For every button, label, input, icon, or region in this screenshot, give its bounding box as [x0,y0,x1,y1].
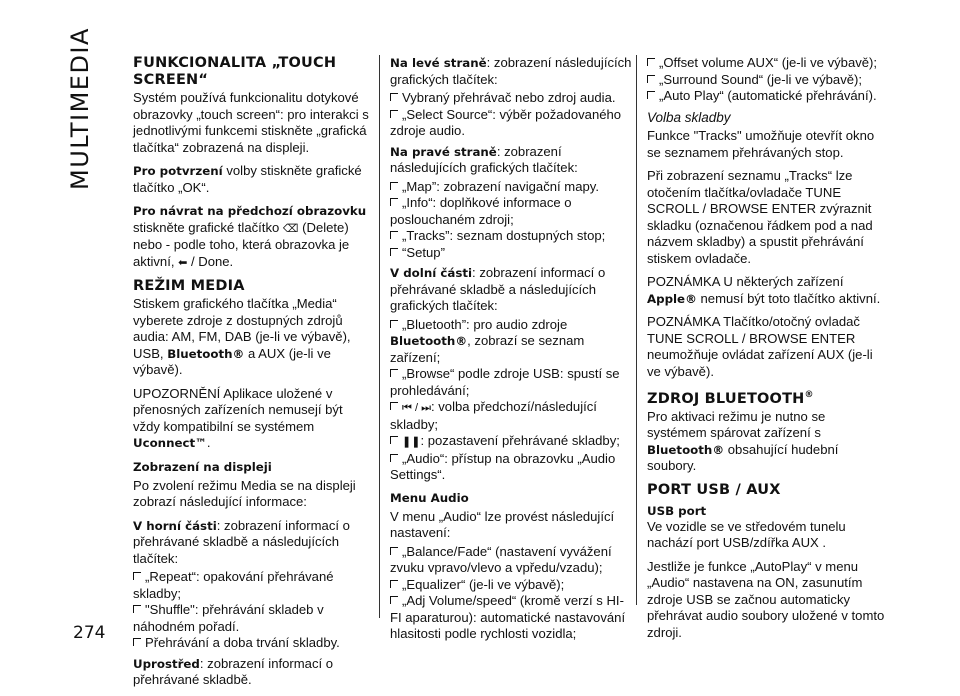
paragraph-media: Stiskem grafického tlačítka „Media“ vyberete zdroje z dostupných zdrojů audia: AM, FM, DAB (je-li ve výbavě), USB, Bluetooth® a AUX (je-li ve výbavě). [133,296,351,377]
list-item: „Repeat“: opakování přehrávané skladby; [133,569,334,601]
bullet-icon [390,248,398,256]
paragraph: Systém používá funkcionalitu dotykové obrazovky „touch screen“: pro interakci s jednotlivými funkcemi stiskněte „grafická tlačítka“ zobrazená na displeji. [133,90,369,155]
prev-next-icon: ⏮ / ⏭ [402,402,431,414]
bullet-icon [647,91,655,99]
paragraph-warning: UPOZORNĚNÍ Aplikace uložené v přenosných zařízeních nemusejí být vždy kompatibilní se systémem Uconnect™. [133,385,343,450]
bullet-icon [133,638,141,646]
bullet-icon [647,75,655,83]
list-item: „Auto Play“ (automatické přehrávání). [647,88,887,105]
paragraph-center: Uprostřed: zobrazení informací o přehrávané skladbě. [133,655,334,687]
paragraph-bluetooth: Pro aktivaci režimu je nutno se systémem spárovat zařízení s Bluetooth® obsahující hudební soubory. [647,408,839,474]
list-item: Přehrávání a doba trvání skladby. [133,635,371,652]
column-divider [636,55,637,605]
bullet-icon [390,402,398,410]
paragraph-note-1: POZNÁMKA U některých zařízení Apple® nemusí být toto tlačítko aktivní. [647,274,881,306]
back-arrow-icon: ⬅ [178,256,188,269]
bullet-icon [390,110,398,118]
paragraph-menu-audio: V menu „Audio“ lze provést následující nastavení: [390,508,615,540]
paragraph-right: Na pravé straně: zobrazení následujících grafických tlačítek: [390,143,578,175]
bullet-icon [390,93,398,101]
list-item: „Tracks”: seznam dostupných stop; [390,228,632,245]
list-item: „Balance/Fade“ (nastavení vyvážení zvuku vpravo/vlevo a vpředu/vzadu); [390,543,612,575]
bullet-icon [390,182,398,190]
column-3 [647,55,887,648]
heading-usb-port: USB port [647,503,707,518]
bullet-icon [390,596,398,604]
paragraph-bottom: V dolní části: zobrazení informací o přehrávané skladbě a následujících grafických tlačítek: [390,265,606,313]
bullet-icon [390,580,398,588]
list-item: "Shuffle": přehrávání skladeb v náhodném pořadí. [133,602,324,634]
list-item: ❚❚: pozastavení přehrávané skladby; [390,433,632,451]
list-item: „Browse“ podle zdroje USB: spustí se prohledávání; [390,366,620,398]
bullet-icon [390,369,398,377]
list-item: Vybraný přehrávač nebo zdroj audia. [390,90,632,107]
paragraph-left: Na levé straně: zobrazení následujících grafických tlačítek: [390,55,632,87]
list-item: „Map”: zobrazení navigační mapy. [390,179,632,196]
paragraph-track-1: Funkce "Tracks" umožňuje otevřít okno se seznamem přehrávaných stop. [647,128,875,160]
list-item: „Adj Volume/speed“ (kromě verzí s HI-FI aparaturou): automatické nastavování hlasitosti podle rychlosti vozidla; [390,593,626,641]
list-item: ⏮ / ⏭: volba předchozí/následující skladby; [390,399,597,432]
list-item: „Surround Sound“ (je-li ve výbavě); [647,72,887,89]
bullet-icon [390,320,398,328]
list-item: „Bluetooth”: pro audio zdroje Bluetooth®, zobrazí se seznam zařízení; [390,316,585,365]
heading-menu-audio: Menu Audio [390,490,469,505]
page-number: 274 [73,623,106,643]
bullet-icon [390,231,398,239]
heading-touch-screen: FUNKCIONALITA „TOUCH SCREEN“ [133,55,337,88]
column-2 [390,55,632,643]
bullet-icon [647,58,655,66]
heading-track-selection: Volba skladby [647,109,731,125]
bullet-icon [390,454,398,462]
bullet-icon [390,198,398,206]
list-item: „Offset volume AUX“ (je-li ve výbavě); [647,55,887,72]
paragraph-note-2: POZNÁMKA Tlačítko/otočný ovladač TUNE SCROLL / BROWSE ENTER neumožňuje ovládat zařízení AUX (je-li ve výbavě). [647,314,873,379]
list-item: “Setup” [390,245,632,262]
paragraph-track-2: Při zobrazení seznamu „Tracks“ lze otočením tlačítka/ovladače TUNE SCROLL / BROWSE ENTER zvýraznit skladku (označenou řádkem pod a nad názvem skladby) a spustit přehrávání stiskem ovladače. [647,168,873,266]
column-divider [379,55,380,618]
paragraph-back: Pro návrat na předchozí obrazovku stiskněte grafické tlačítko ⌫ (Delete) nebo - podle toho, která obrazovka je aktivní, ⬅ / Done. [133,204,367,269]
heading-bluetooth: ZDROJ BLUETOOTH® [647,390,814,407]
paragraph-display: Po zvolení režimu Media se na displeji zobrazí následující informace: [133,477,356,509]
heading-display: Zobrazení na displeji [133,459,272,474]
list-item: „Audio“: přístup na obrazovku „Audio Settings“. [390,450,616,482]
heading-usb-aux: PORT USB / AUX [647,481,781,498]
column-1 [133,55,371,696]
heading-media-mode: REŽIM MEDIA [133,278,245,294]
section-title: MULTIMEDIA [66,27,94,190]
paragraph-confirm: Pro potvrzení volby stiskněte grafické tlačítko „OK“. [133,163,362,195]
bullet-icon [133,572,141,580]
paragraph-usb-2: Jestliže je funkce „AutoPlay“ v menu „Audio“ nastavena na ON, zasunutím zdroje USB se začnou automaticky přehrávat audio soubory uložené v tomto zdroji. [647,558,885,640]
bullet-icon [390,436,398,444]
paragraph-top: V horní části: zobrazení informací o přehrávané skladbě a následujících tlačítek: [133,517,350,566]
list-item: „Info“: doplňkové informace o poslouchaném zdroji; [390,195,572,227]
pause-icon: ❚❚ [402,436,421,448]
paragraph-usb-1: Ve vozidle se ve středovém tunelu nachází port USB/zdířka AUX . [647,518,846,551]
list-item: „Select Source“: výběr požadovaného zdroje audio. [390,106,622,138]
delete-icon: ⌫ [282,222,299,235]
list-item: „Equalizer“ (je-li ve výbavě); [390,577,632,594]
bullet-icon [390,547,398,555]
bullet-icon [133,605,141,613]
